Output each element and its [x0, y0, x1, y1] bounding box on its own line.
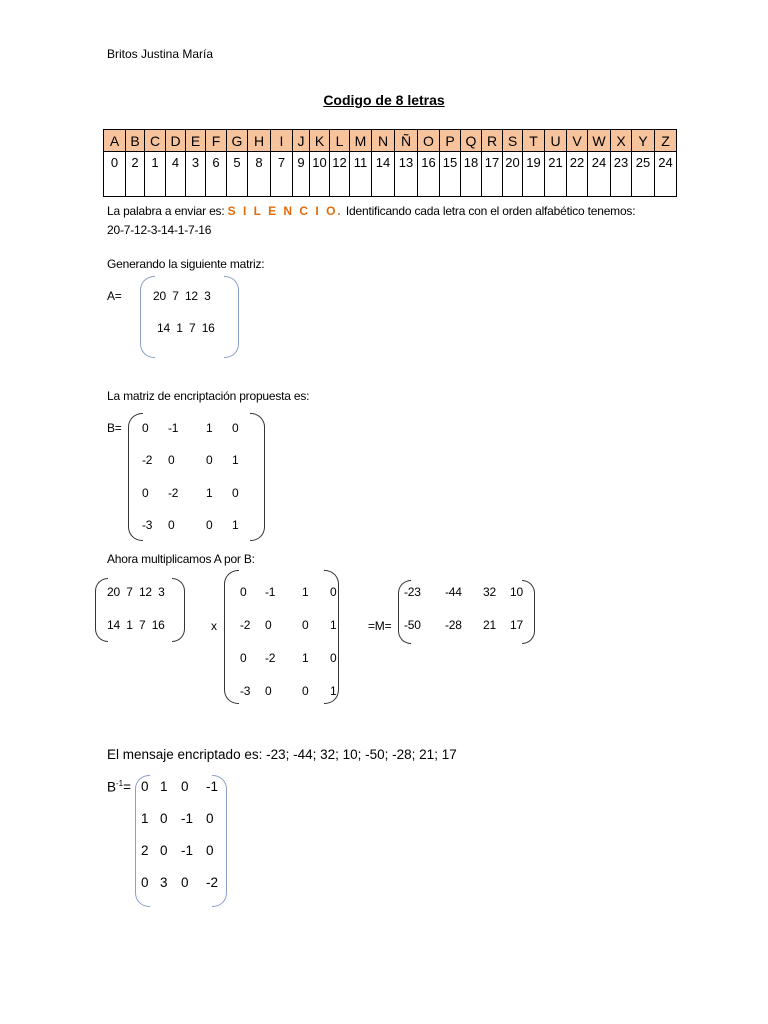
inverse-matrix-cell: 0 [206, 843, 214, 858]
matrix-b-cell: 1 [206, 421, 213, 435]
matrix-m-cell: 32 [483, 585, 496, 599]
code-cell: 8 [248, 152, 271, 197]
letter-cell: Q [461, 130, 482, 152]
matrix-m-cell: -28 [445, 618, 462, 632]
matrix-b-cell: 0 [206, 518, 213, 532]
matrix-b-cell: 0 [168, 453, 175, 467]
mult-matrix-b-cell: 0 [302, 618, 309, 632]
letter-cell: C [145, 130, 166, 152]
letter-cell: J [293, 130, 310, 152]
mult-matrix-b-cell: 0 [330, 585, 337, 599]
inverse-label-base: B [107, 779, 117, 795]
matrix-b-cell: 1 [206, 486, 213, 500]
mult-matrix-b-cell: 0 [330, 651, 337, 665]
matrix-a-row-2: 14 1 7 16 [157, 321, 215, 335]
mult-a-row-2: 14 1 7 16 [107, 618, 165, 632]
inverse-matrix-cell: 0 [181, 779, 189, 794]
matrix-b-cell: 0 [232, 421, 239, 435]
code-cell: 23 [611, 152, 632, 197]
letter-cell: Ñ [395, 130, 418, 152]
letter-cell: D [166, 130, 186, 152]
matrix-b-cell: 0 [142, 421, 149, 435]
code-cell: 12 [330, 152, 350, 197]
matrix-m-cell: 21 [483, 618, 496, 632]
letter-cell: I [271, 130, 293, 152]
matrix-a-heading: Generando la siguiente matriz: [107, 257, 265, 271]
inverse-matrix-cell: 0 [206, 811, 214, 826]
matrix-a-row-1: 20 7 12 3 [153, 289, 211, 303]
matrix-m-cell: -50 [404, 618, 421, 632]
code-cell: 2 [126, 152, 145, 197]
letter-cell: Y [632, 130, 655, 152]
mult-a-row-1: 20 7 12 3 [107, 585, 165, 599]
code-cell: 13 [395, 152, 418, 197]
letter-cell: A [104, 130, 126, 152]
times-sign: x [211, 619, 217, 633]
inverse-matrix-cell: -1 [181, 843, 194, 858]
inverse-matrix-cell: -1 [181, 811, 194, 826]
code-cell: 11 [350, 152, 372, 197]
inverse-label-eq: = [123, 779, 132, 795]
code-cell: 6 [206, 152, 227, 197]
code-cell: 0 [104, 152, 126, 197]
letter-cell: V [567, 130, 588, 152]
inverse-matrix-cell: 0 [160, 843, 168, 858]
inverse-label [107, 779, 131, 795]
letter-cell: R [482, 130, 503, 152]
matrix-b-left-paren [128, 413, 143, 541]
mult-matrix-b-cell: 1 [302, 651, 309, 665]
mult-matrix-b-cell: 0 [265, 684, 272, 698]
letter-cell: P [440, 130, 461, 152]
equals-m-sign: =M= [368, 619, 392, 633]
code-cell: 14 [372, 152, 395, 197]
codes-row [104, 152, 677, 197]
code-cell: 19 [523, 152, 545, 197]
mult-matrix-b-cell: 0 [302, 684, 309, 698]
letter-cell: H [248, 130, 271, 152]
code-cell: 3 [186, 152, 206, 197]
mult-matrix-b-cell: -2 [265, 651, 276, 665]
code-cell: 10 [310, 152, 330, 197]
inverse-matrix-cell: -2 [206, 875, 219, 890]
inverse-matrix-cell: 1 [141, 811, 149, 826]
mult-matrix-b-cell: 0 [265, 618, 272, 632]
mult-matrix-b-cell: 1 [330, 618, 337, 632]
intro-line [107, 204, 635, 218]
code-cell: 22 [567, 152, 588, 197]
matrix-m-right-paren [522, 580, 535, 644]
inverse-matrix-cell: 2 [141, 843, 149, 858]
matrix-m-cell: -44 [445, 585, 462, 599]
inverse-matrix-cell: -1 [206, 779, 219, 794]
code-cell: 21 [545, 152, 567, 197]
mult-matrix-b-cell: -1 [265, 585, 276, 599]
letter-cell: W [588, 130, 611, 152]
code-cell: 17 [482, 152, 503, 197]
code-cell: 1 [145, 152, 166, 197]
code-cell: 4 [166, 152, 186, 197]
code-cell: 16 [418, 152, 440, 197]
matrix-b-cell: 1 [232, 518, 239, 532]
letter-cell: L [330, 130, 350, 152]
mult-matrix-b-cell: -3 [240, 684, 251, 698]
letter-cell: O [418, 130, 440, 152]
letter-cell: Z [655, 130, 677, 152]
letter-cell: G [227, 130, 248, 152]
matrix-m-cell: 17 [510, 618, 523, 632]
multiply-heading: Ahora multiplicamos A por B: [107, 552, 255, 566]
matrix-m-cell: 10 [510, 585, 523, 599]
matrix-b-right-paren [250, 413, 265, 541]
inverse-matrix-cell: 0 [160, 811, 168, 826]
code-cell: 20 [503, 152, 523, 197]
encrypted-message: El mensaje encriptado es: -23; -44; 32; 10; -50; -28; 21; 17 [107, 747, 457, 762]
page-title: Codigo de 8 letras [323, 92, 445, 108]
author-name: Britos Justina María [107, 47, 214, 61]
matrix-b-cell: 0 [232, 486, 239, 500]
letter-sequence: 20-7-12-3-14-1-7-16 [107, 223, 212, 237]
inverse-matrix-cell: 0 [141, 875, 149, 890]
code-cell: 15 [440, 152, 461, 197]
letters-row [104, 130, 677, 152]
code-cell: 24 [588, 152, 611, 197]
mult-a-right-paren [172, 578, 185, 642]
matrix-m-cell: -23 [404, 585, 421, 599]
letter-cell: N [372, 130, 395, 152]
mult-matrix-b-cell: 0 [240, 651, 247, 665]
letter-cell: F [206, 130, 227, 152]
inverse-label-sup: -1 [116, 779, 124, 788]
matrix-b-label: B= [107, 421, 122, 435]
intro-suffix: Identificando cada letra con el orden alfabético tenemos: [345, 204, 636, 218]
mult-b-left-paren [224, 570, 239, 704]
mult-matrix-b-cell: 1 [302, 585, 309, 599]
letter-cell: K [310, 130, 330, 152]
code-cell: 18 [461, 152, 482, 197]
matrix-b-cell: -1 [168, 421, 179, 435]
letter-cell: S [503, 130, 523, 152]
inverse-matrix-cell: 3 [160, 875, 168, 890]
code-cell: 5 [227, 152, 248, 197]
intro-word: S I L E N C I O. [227, 204, 343, 218]
mult-matrix-b-cell: 1 [330, 684, 337, 698]
code-cell: 24 [655, 152, 677, 197]
code-cell: 25 [632, 152, 655, 197]
matrix-b-cell: 0 [168, 518, 175, 532]
matrix-a-right-paren [224, 276, 239, 358]
letter-cell: E [186, 130, 206, 152]
matrix-b-cell: 1 [232, 453, 239, 467]
inverse-matrix-cell: 1 [160, 779, 168, 794]
inverse-matrix-cell: 0 [181, 875, 189, 890]
mult-matrix-b-cell: 0 [240, 585, 247, 599]
matrix-b-cell: -2 [168, 486, 179, 500]
inverse-matrix-cell: 0 [141, 779, 149, 794]
code-cell: 7 [271, 152, 293, 197]
matrix-b-cell: 0 [206, 453, 213, 467]
matrix-b-cell: -2 [142, 453, 153, 467]
matrix-b-heading: La matriz de encriptación propuesta es: [107, 389, 310, 403]
letter-cell: X [611, 130, 632, 152]
letter-cell: B [126, 130, 145, 152]
letter-cell: M [350, 130, 372, 152]
matrix-a-label: A= [107, 289, 122, 303]
letter-cell: U [545, 130, 567, 152]
matrix-b-cell: -3 [142, 518, 153, 532]
intro-prefix: La palabra a enviar es: [107, 204, 225, 218]
alphabet-table [103, 129, 677, 197]
code-cell: 9 [293, 152, 310, 197]
mult-matrix-b-cell: -2 [240, 618, 251, 632]
matrix-b-cell: 0 [142, 486, 149, 500]
letter-cell: T [523, 130, 545, 152]
